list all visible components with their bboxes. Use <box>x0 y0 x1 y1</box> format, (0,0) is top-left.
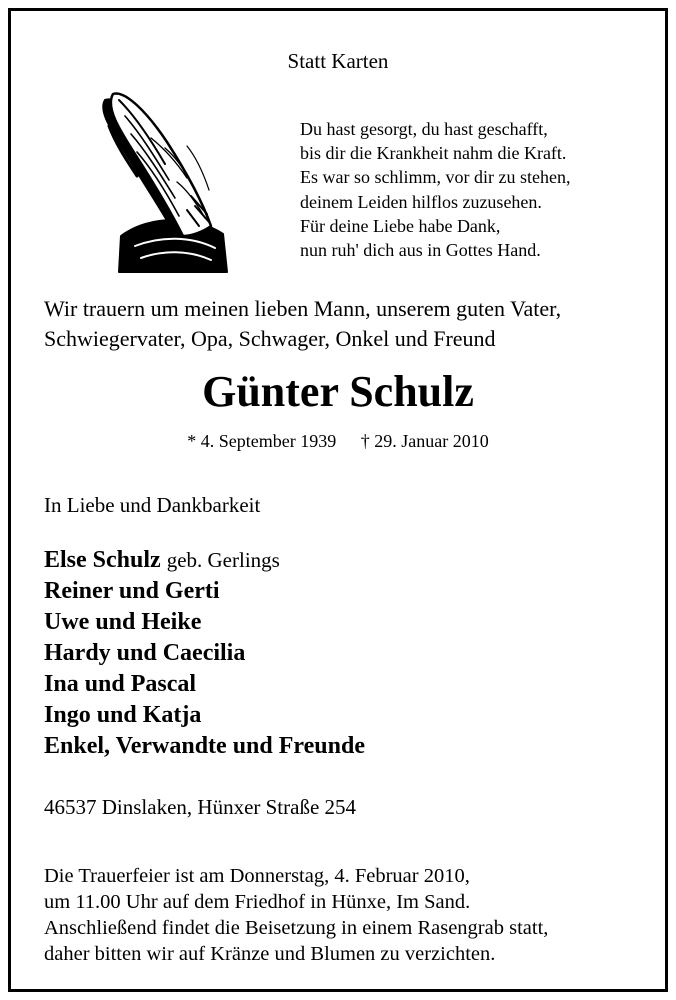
maiden-name-note: geb. Gerlings <box>166 548 280 572</box>
mourner-row: Ina und Pascal <box>44 671 197 697</box>
funeral-line: Anschließend findet die Beisetzung in einem Rasengrab statt, <box>44 917 549 939</box>
birth-date: * 4. September 1939 <box>187 431 337 451</box>
mourners-list <box>44 545 365 762</box>
poem-line: Es war so schlimm, vor dir zu stehen, <box>300 167 571 188</box>
closing-phrase: In Liebe und Dankbarkeit <box>44 493 261 517</box>
funeral-line: daher bitten wir auf Kränze und Blumen zu verzichten. <box>44 943 496 965</box>
funeral-line: Die Trauerfeier ist am Donnerstag, 4. Februar 2010, <box>44 865 470 887</box>
death-date: † 29. Januar 2010 <box>360 431 489 451</box>
poem <box>300 117 570 262</box>
mourner-row: Reiner und Gerti <box>44 578 220 604</box>
life-dates <box>11 431 665 452</box>
family-address: 46537 Dinslaken, Hünxer Straße 254 <box>44 795 357 819</box>
mourner-row: Uwe und Heike <box>44 609 202 635</box>
obituary-notice <box>8 8 668 992</box>
mourner-row <box>44 545 365 576</box>
poem-line: nun ruh' dich aus in Gottes Hand. <box>300 240 541 261</box>
poem-line: bis dir die Krankheit nahm die Kraft. <box>300 143 567 164</box>
mourner-row: Ingo und Katja <box>44 702 202 728</box>
intro-line: Schwiegervater, Opa, Schwager, Onkel und Freund <box>44 326 496 351</box>
poem-line: deinem Leiden hilflos zuzusehen. <box>300 191 542 212</box>
praying-hands-icon <box>91 86 231 276</box>
notice-header: Statt Karten <box>287 49 389 73</box>
mourner-name: Else Schulz <box>44 547 161 573</box>
mourner-row: Hardy und Caecilia <box>44 640 246 666</box>
deceased-name: Günter Schulz <box>202 367 474 416</box>
mourner-row: Enkel, Verwandte und Freunde <box>44 733 365 759</box>
mourning-intro <box>44 294 634 354</box>
poem-line: Du hast gesorgt, du hast geschafft, <box>300 119 548 139</box>
poem-line: Für deine Liebe habe Dank, <box>300 215 501 236</box>
funeral-details <box>44 863 548 967</box>
funeral-line: um 11.00 Uhr auf dem Friedhof in Hünxe, Im Sand. <box>44 891 471 913</box>
intro-line: Wir trauern um meinen lieben Mann, unserem guten Vater, <box>44 296 562 321</box>
